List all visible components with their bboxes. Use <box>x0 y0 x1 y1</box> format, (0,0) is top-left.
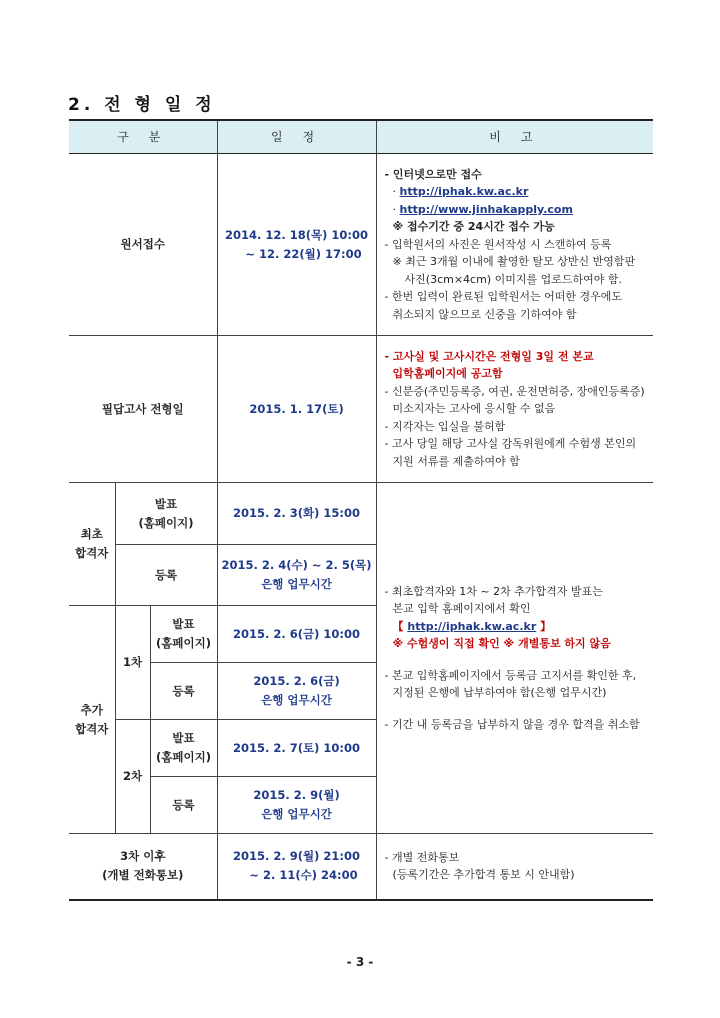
page-number: - 3 - <box>346 955 374 969</box>
application-label: 원서접수 <box>69 154 217 336</box>
round1-label: 1차 <box>115 606 150 720</box>
round3-notes: - 개별 전화통보 (등록기간은 추가합격 통보 시 안내함) <box>376 834 653 900</box>
table-header-row <box>69 120 653 154</box>
round1-register-label: 등록 <box>150 663 217 720</box>
section-title: 2. 전 형 일 정 <box>68 95 216 115</box>
link-iphak-results[interactable]: http://iphak.kw.ac.kr <box>407 619 537 633</box>
exam-label: 필답고사 전형일 <box>69 336 217 483</box>
first-register-label: 등록 <box>115 545 217 606</box>
table-row <box>69 336 653 483</box>
round1-announce-label: 발표 (홈페이지) <box>150 606 217 663</box>
round2-register-label: 등록 <box>150 777 217 834</box>
exam-date: 2015. 1. 17(토) <box>217 336 376 483</box>
first-register-date: 2015. 2. 4(수) ~ 2. 5(목) 은행 업무시간 <box>217 545 376 606</box>
header-schedule: 일 정 <box>217 120 376 154</box>
table-row <box>69 154 653 336</box>
first-announce-label: 발표 (홈페이지) <box>115 483 217 545</box>
round2-register-date: 2015. 2. 9(월) 은행 업무시간 <box>217 777 376 834</box>
round2-announce-date: 2015. 2. 7(토) 10:00 <box>217 720 376 777</box>
schedule-table <box>69 119 653 901</box>
round2-announce-label: 발표 (홈페이지) <box>150 720 217 777</box>
round3-label: 3차 이후 (개별 전화통보) <box>69 834 217 900</box>
first-announce-date: 2015. 2. 3(화) 15:00 <box>217 483 376 545</box>
table-row <box>69 834 653 900</box>
first-pass-label: 최초 합격자 <box>69 483 115 606</box>
table-row <box>69 483 653 545</box>
application-notes: - 인터넷으로만 접수 · http://iphak.kw.ac.kr · http://www.jinhakapply.com ※ 접수기간 중 24시간 접수 가능 - 입학원서의 사진은 원서작성 시 스캔하여 등록 ※ 최근 3개월 이내에 촬영한 탈모 상반신 반영함판 사진(3cm×4cm) 이미지를 업로드하여야 함. - 한번 입력이 완료된 입학원서는 어떠한 경우에도 취소되지 않으므로 신중을 기하여야 함 <box>376 154 653 336</box>
application-date: 2014. 12. 18(목) 10:00 ~ 12. 22(월) 17:00 <box>217 154 376 336</box>
header-remarks: 비 고 <box>376 120 653 154</box>
round2-label: 2차 <box>115 720 150 834</box>
round1-announce-date: 2015. 2. 6(금) 10:00 <box>217 606 376 663</box>
link-jinhakapply[interactable]: http://www.jinhakapply.com <box>399 202 573 216</box>
additional-pass-label: 추가 합격자 <box>69 606 115 834</box>
round1-register-date: 2015. 2. 6(금) 은행 업무시간 <box>217 663 376 720</box>
merged-notes: - 최초합격자와 1차 ~ 2차 추가합격자 발표는 본교 입학 홈페이지에서 확인 【 http://iphak.kw.ac.kr 】 ※ 수험생이 직접 확인 ※ 개별통보 하지 않음 - 본교 입학홈페이지에서 등록금 고지서를 확인한 후, 지정된 은행에 납부하여야 함(은행 업무시간) - 기간 내 등록금을 납부하지 않을 경우 합격을 취소함 <box>376 483 653 834</box>
link-iphak[interactable]: http://iphak.kw.ac.kr <box>399 185 529 199</box>
exam-notes: - 고사실 및 고사시간은 전형일 3일 전 본교 입학홈페이지에 공고함 - 신분증(주민등록증, 여권, 운전면허증, 장애인등록증) 미소지자는 고사에 응시할 수 없음 - 지각자는 입실을 불허함 - 고사 당일 해당 고사실 감독위원에게 수험생 본인의 지원 서류를 제출하여야 함 <box>376 336 653 483</box>
round3-date: 2015. 2. 9(월) 21:00 ~ 2. 11(수) 24:00 <box>217 834 376 900</box>
header-category: 구 분 <box>69 120 217 154</box>
